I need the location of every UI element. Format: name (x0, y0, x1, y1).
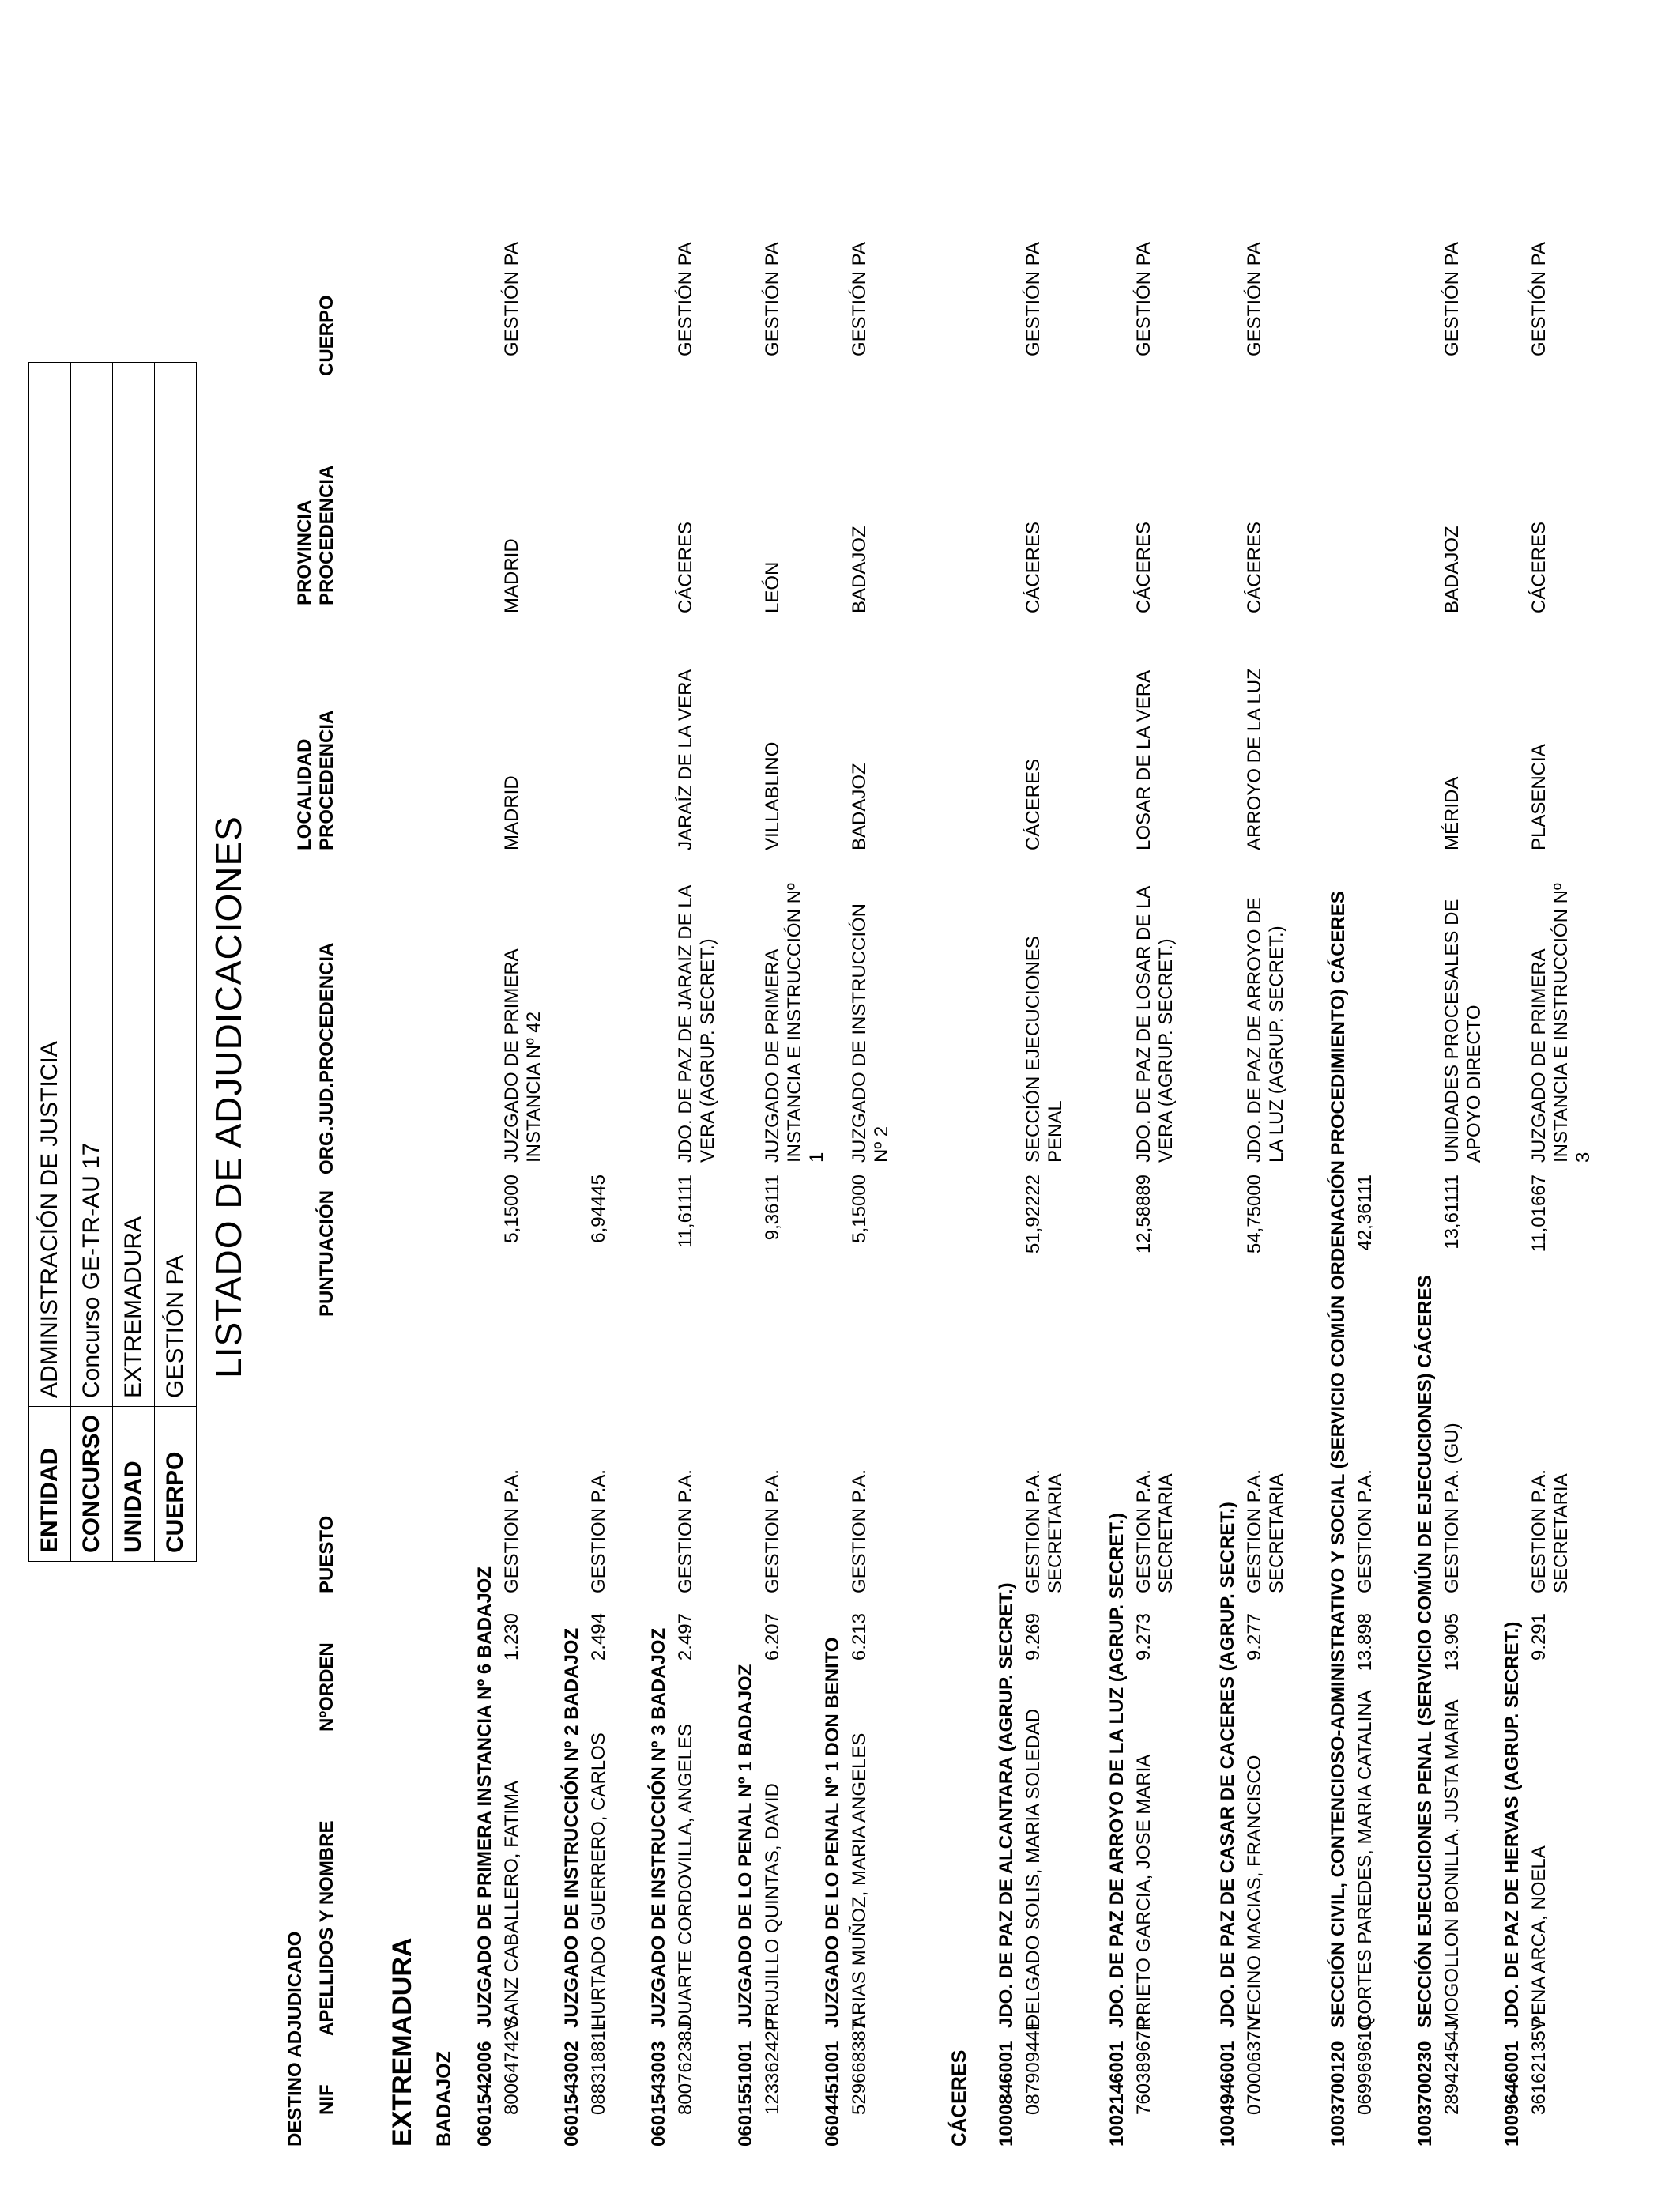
destino-code: 1009646001 (1501, 2041, 1523, 2147)
info-value: Concurso GE-TR-AU 17 (71, 362, 113, 1406)
numero-orden: 9.277 (1244, 1613, 1265, 1661)
org-jud-procedencia: JUZGADO DE INSTRUCCIÓN Nº 2 (849, 903, 892, 1163)
nif: 52966838T (849, 2019, 870, 2115)
nif: 06996961Q (1354, 2015, 1376, 2115)
nif: 76038967R (1133, 2016, 1155, 2115)
destino-unit: JDO. DE PAZ DE ARROYO DE LA LUZ (AGRUP. SECRET.) (1106, 1512, 1128, 2028)
numero-orden: 2.494 (588, 1613, 609, 1661)
destino-unit: JUZGADO DE INSTRUCCIÓN Nº 2 BADAJOZ (561, 1627, 582, 2028)
info-row (113, 362, 155, 1561)
numero-orden: 6.213 (849, 1613, 870, 1661)
puntuacion: 11,61111 (675, 1174, 696, 1248)
destino-unit: SECCIÓN CIVIL, CONTENCIOSO-ADMINISTRATIVO Y SOCIAL (SERVICIO COMÚN ORDENACIÓN PROCEDIMIENTO) CÁCERES (1328, 891, 1349, 2028)
puesto: GESTION P.A. SECRETARIA (1133, 1469, 1177, 1593)
org-jud-procedencia: SECCIÓN EJECUCIONES PENAL (1023, 936, 1066, 1163)
org-jud-procedencia: UNIDADES PROCESALES DE APOYO DIRECTO (1441, 899, 1485, 1163)
destino-code: 1002146001 (1106, 2041, 1128, 2147)
provincia-procedencia: CÁCERES (1023, 521, 1044, 613)
info-label: CONCURSO (71, 1406, 113, 1561)
destino-code: 1003700120 (1328, 2041, 1349, 2147)
numero-orden: 13.905 (1441, 1613, 1463, 1672)
nif: 80064742V (501, 2018, 522, 2115)
provincia-procedencia: BADAJOZ (849, 526, 870, 613)
numero-orden: 2.497 (675, 1613, 696, 1661)
puntuacion: 42,36111 (1354, 1174, 1376, 1251)
info-row (71, 362, 113, 1561)
cuerpo: GESTIÓN PA (675, 242, 696, 356)
header-nif: NIF (316, 2084, 337, 2115)
cuerpo: GESTIÓN PA (1133, 242, 1155, 356)
provincia-procedencia: CÁCERES (675, 521, 696, 613)
org-jud-procedencia: JUZGADO DE PRIMERA INSTANCIA Nº 42 (501, 949, 544, 1163)
nif: 80076238J (675, 2021, 696, 2115)
numero-orden: 9.269 (1023, 1613, 1044, 1661)
localidad-procedencia: BADAJOZ (849, 763, 870, 850)
destino-code: 1000846001 (996, 2041, 1017, 2147)
puesto: GESTION P.A. (849, 1469, 870, 1593)
header-provincia: PROVINCIA PROCEDENCIA (294, 465, 337, 605)
puntuacion: 54,75000 (1244, 1174, 1265, 1254)
localidad-procedencia: PLASENCIA (1528, 744, 1550, 850)
apellidos-nombre: PENA ARCA, NOELA (1528, 1845, 1550, 2028)
destino-unit: JDO. DE PAZ DE CASAR DE CACERES (AGRUP. SECRET.) (1217, 1502, 1238, 2028)
puntuacion: 12,58889 (1133, 1174, 1155, 1254)
apellidos-nombre: PRIETO GARCIA, JOSE MARIA (1133, 1754, 1155, 2028)
provincia-procedencia: BADAJOZ (1441, 526, 1463, 613)
header-localidad: LOCALIDAD PROCEDENCIA (294, 710, 337, 850)
puntuacion: 11,01667 (1528, 1174, 1550, 1253)
localidad-procedencia: CÁCERES (1023, 758, 1044, 850)
province-heading-caceres: CÁCERES (948, 2049, 970, 2147)
header-puesto: PUESTO (316, 1515, 337, 1593)
apellidos-nombre: TRUJILLO QUINTAS, DAVID (762, 1783, 783, 2028)
puesto: GESTION P.A. (675, 1469, 696, 1593)
nif: 07000637N (1244, 2016, 1265, 2115)
puntuacion: 5,15000 (501, 1174, 522, 1243)
org-jud-procedencia: JUZGADO DE PRIMERA INSTANCIA E INSTRUCCIÓN Nº 1 (762, 883, 827, 1163)
provincia-procedencia: CÁCERES (1133, 521, 1155, 613)
puesto: GESTION P.A. (1354, 1469, 1376, 1593)
nif: 08790944E (1023, 2018, 1044, 2115)
puntuacion: 6,94445 (588, 1174, 609, 1243)
apellidos-nombre: SANZ CABALLERO, FATIMA (501, 1781, 522, 2028)
destino-unit: JUZGADO DE LO PENAL Nº 1 DON BENITO (822, 1637, 843, 2028)
localidad-procedencia: LOSAR DE LA VERA (1133, 669, 1155, 850)
cuerpo: GESTIÓN PA (1441, 242, 1463, 356)
header-orden: NºORDEN (316, 1642, 337, 1732)
numero-orden: 9.273 (1133, 1613, 1155, 1661)
destino-code: 0604451001 (822, 2041, 843, 2147)
apellidos-nombre: DELGADO SOLIS, MARIA SOLEDAD (1023, 1708, 1044, 2028)
info-row (155, 362, 197, 1561)
info-label: CUERPO (155, 1406, 197, 1561)
puesto: GESTION P.A. SECRETARIA (1023, 1469, 1066, 1593)
destino-unit: JUZGADO DE INSTRUCCIÓN Nº 3 BADAJOZ (648, 1627, 669, 2028)
puesto: GESTION P.A. (501, 1469, 522, 1593)
destino-code: 1004946001 (1217, 2041, 1238, 2147)
localidad-procedencia: VILLABLINO (762, 741, 783, 850)
destino-code: 1003700230 (1414, 2041, 1436, 2147)
cuerpo: GESTIÓN PA (1244, 242, 1265, 356)
localidad-procedencia: MÉRIDA (1441, 776, 1463, 850)
puesto: GESTION P.A. (GU) (1441, 1423, 1463, 1593)
destino-unit: JUZGADO DE PRIMERA INSTANCIA Nº 6 BADAJOZ (474, 1566, 495, 2028)
puntuacion: 51,92222 (1023, 1174, 1044, 1254)
apellidos-nombre: ARIAS MUÑOZ, MARIA ANGELES (849, 1732, 870, 2028)
destino-code: 0601551001 (735, 2041, 756, 2147)
provincia-procedencia: LEÓN (762, 561, 783, 613)
nif: 12336242P (762, 2018, 783, 2115)
province-heading-badajoz: BADAJOZ (433, 2051, 455, 2147)
org-jud-procedencia: JDO. DE PAZ DE LOSAR DE LA VERA (AGRUP. SECRET.) (1133, 887, 1177, 1163)
apellidos-nombre: VECINO MACIAS, FRANCISCO (1244, 1755, 1265, 2028)
cuerpo: GESTIÓN PA (1528, 242, 1550, 356)
puesto: GESTION P.A. (762, 1469, 783, 1593)
cuerpo: GESTIÓN PA (762, 242, 783, 356)
destino-unit: JUZGADO DE LO PENAL Nº 1 BADAJOZ (735, 1664, 756, 2028)
apellidos-nombre: CORTES PAREDES, MARIA CATALINA (1354, 1690, 1376, 2028)
region-heading: EXTREMADURA (387, 1937, 417, 2147)
destino-code: 0601542006 (474, 2041, 495, 2147)
numero-orden: 13.898 (1354, 1613, 1376, 1672)
org-jud-procedencia: JDO. DE PAZ DE ARROYO DE LA LUZ (AGRUP. SECRET.) (1244, 897, 1287, 1163)
destino-unit: JDO. DE PAZ DE HERVAS (AGRUP. SECRET.) (1501, 1621, 1523, 2028)
info-value: GESTIÓN PA (155, 362, 197, 1406)
puesto: GESTION P.A. SECRETARIA (1244, 1469, 1287, 1593)
provincia-procedencia: MADRID (501, 538, 522, 613)
nif: 28942454J (1441, 2021, 1463, 2115)
apellidos-nombre: MOGOLLON BONILLA, JUSTA MARIA (1441, 1699, 1463, 2028)
header-destino: DESTINO ADJUDICADO (284, 1931, 306, 2147)
apellidos-nombre: HURTADO GUERRERO, CARLOS (588, 1732, 609, 2028)
info-row (29, 362, 71, 1561)
destino-unit: SECCIÓN EJECUCIONES PENAL (SERVICIO COMÚN DE EJECUCIONES) CÁCERES (1414, 1275, 1436, 2028)
info-label: ENTIDAD (29, 1406, 71, 1561)
localidad-procedencia: JARAÍZ DE LA VERA (675, 669, 696, 850)
localidad-procedencia: MADRID (501, 775, 522, 850)
info-label: UNIDAD (113, 1406, 155, 1561)
org-jud-procedencia: JUZGADO DE PRIMERA INSTANCIA E INSTRUCCIÓN Nº 3 (1528, 883, 1594, 1163)
info-table (28, 362, 197, 1562)
cuerpo: GESTIÓN PA (501, 242, 522, 356)
provincia-procedencia: CÁCERES (1244, 521, 1265, 613)
provincia-procedencia: CÁCERES (1528, 521, 1550, 613)
nif: 08831881L (588, 2019, 609, 2115)
nif: 36162135V (1528, 2018, 1550, 2115)
header-cuerpo: CUERPO (316, 295, 337, 376)
info-value: EXTREMADURA (113, 362, 155, 1406)
numero-orden: 9.291 (1528, 1613, 1550, 1661)
puesto: GESTION P.A. (588, 1469, 609, 1593)
destino-code: 0601543003 (648, 2041, 669, 2147)
puesto: GESTION P.A. SECRETARIA (1528, 1469, 1572, 1593)
destino-code: 0601543002 (561, 2041, 582, 2147)
puntuacion: 9,36111 (762, 1174, 783, 1241)
page-title: LISTADO DE ADJUDICACIONES (208, 816, 249, 1378)
destino-unit: JDO. DE PAZ DE ALCANTARA (AGRUP. SECRET.) (996, 1582, 1017, 2028)
info-value: ADMINISTRACIÓN DE JUSTICIA (29, 362, 71, 1406)
apellidos-nombre: DUARTE CORDOVILLA, ANGELES (675, 1723, 696, 2028)
org-jud-procedencia: JDO. DE PAZ DE JARAIZ DE LA VERA (AGRUP. SECRET.) (675, 885, 718, 1163)
numero-orden: 6.207 (762, 1613, 783, 1661)
header-puntuacion: PUNTUACIÓN (316, 1190, 337, 1317)
header-apellidos: APELLIDOS Y NOMBRE (316, 1820, 337, 2036)
header-org: ORG.JUD.PROCEDENCIA (316, 942, 337, 1174)
puntuacion: 5,15000 (849, 1174, 870, 1243)
cuerpo: GESTIÓN PA (1023, 242, 1044, 356)
cuerpo: GESTIÓN PA (849, 242, 870, 356)
localidad-procedencia: ARROYO DE LA LUZ (1244, 668, 1265, 850)
numero-orden: 1.230 (501, 1613, 522, 1661)
puntuacion: 13,61111 (1441, 1174, 1463, 1250)
